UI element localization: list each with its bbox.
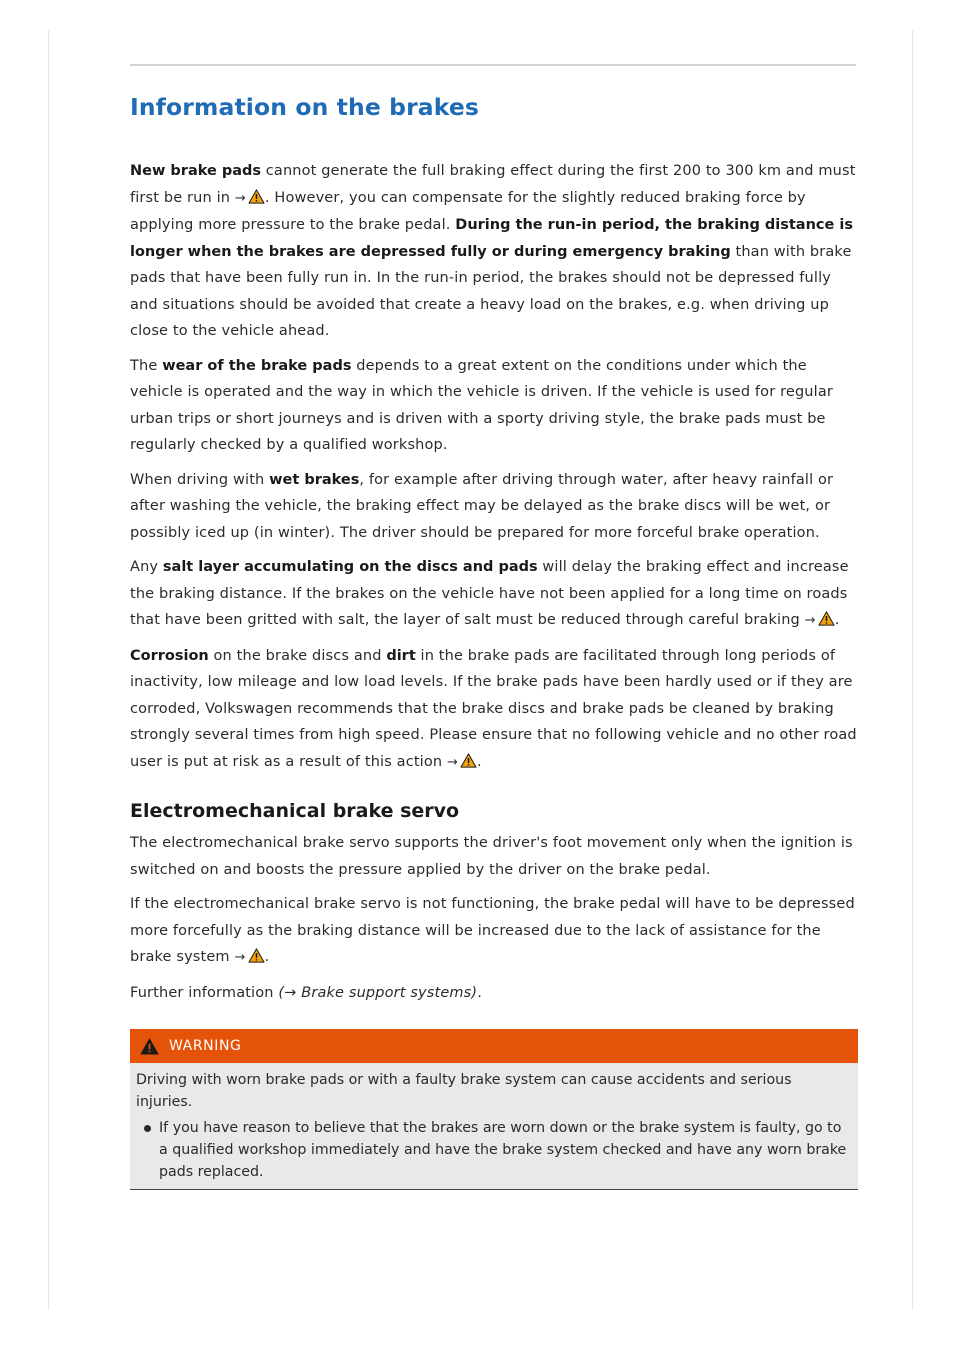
warning-triangle-icon xyxy=(460,753,477,768)
warning-reference-link[interactable] xyxy=(234,944,264,972)
warning-reference-link[interactable] xyxy=(235,185,265,213)
bold-term: During the run-in period, the braking distance is longer when the brakes are depressed fully or during emergency braking xyxy=(130,217,853,260)
right-margin-line xyxy=(912,30,913,1310)
bold-term: salt layer accumulating on the discs and pads xyxy=(162,559,538,575)
cross-reference-link[interactable]: (→ Brake support systems) xyxy=(278,984,478,1001)
warning-reference-link[interactable] xyxy=(805,607,835,635)
warning-label: WARNING xyxy=(169,1038,242,1054)
warning-box xyxy=(130,1029,858,1190)
top-rule xyxy=(130,64,856,66)
arrow-right-icon: → xyxy=(804,613,816,628)
paragraph-salt-layer: Any salt layer accumulating on the discs and pads will delay the braking effect and increase the braking distance. If the brakes on the vehicle have not been applied for a long time on roads that have been gritted with salt, the layer of salt must be reduced through careful braking → . xyxy=(130,554,858,635)
section-heading: Electromechanical brake servo xyxy=(130,800,460,822)
warning-list-item: If you have reason to believe that the brakes are worn down or the brake system is faulty, go to a qualified workshop immediately and have the brake system checked and have any worn brake pads replaced. xyxy=(136,1117,848,1183)
arrow-right-icon: → xyxy=(234,950,246,965)
bold-term: wet brakes xyxy=(269,471,360,488)
left-margin-line xyxy=(48,30,49,1310)
paragraph-new-brake-pads: New brake pads cannot generate the full braking effect during the first 200 to 300 km and must first be run in → . However, you can compensate for the slightly reduced braking force by applying more pressure to the brake pedal. During the run-in period, the braking distance is longer when the brakes are depressed fully or during emergency braking than with brake pads that have been fully run in. In the run-in period, the brakes should not be depressed fully and situations should be avoided that create a heavy load on the brakes, e.g. when driving up close to the vehicle ahead. xyxy=(130,163,856,339)
warning-triangle-icon xyxy=(818,611,835,626)
page-content xyxy=(130,88,858,1014)
bold-term: Corrosion xyxy=(130,647,209,664)
paragraph-further-info: Further information (→ Brake support systems). xyxy=(130,984,482,1001)
arrow-right-icon: → xyxy=(234,190,246,206)
paragraph-brake-pad-wear: The wear of the brake pads depends to a great extent on the conditions under which the vehicle is operated and the way in which the vehicle is driven. If the vehicle is used for regular urban trips or short journeys and is driven with a sporty driving style, the brake pads must be regularly checked by a qualified workshop. xyxy=(130,357,833,453)
warning-list xyxy=(136,1117,848,1183)
warning-triangle-icon xyxy=(248,189,265,204)
warning-body xyxy=(130,1063,858,1190)
paragraph-servo-failure: If the electromechanical brake servo is not functioning, the brake pedal will have to be depressed more forcefully as the braking distance will be increased due to the lack of assistance for the brake system → . xyxy=(130,891,858,972)
arrow-right-icon: → xyxy=(446,754,459,770)
warning-triangle-icon xyxy=(140,1038,159,1055)
warning-reference-link[interactable] xyxy=(447,749,477,777)
warning-triangle-icon xyxy=(248,948,265,963)
page-title: Information on the brakes xyxy=(130,93,479,121)
warning-text: Driving with worn brake pads or with a faulty brake system can cause accidents and serious injuries. xyxy=(136,1072,792,1110)
paragraph-servo-function: The electromechanical brake servo supports the driver's foot movement only when the ignition is switched on and boosts the pressure applied by the driver on the brake pedal. xyxy=(130,835,853,878)
bold-term: dirt xyxy=(386,647,416,664)
paragraph-corrosion: Corrosion on the brake discs and dirt in the brake pads are facilitated through long periods of inactivity, low mileage and low load levels. If the brake pads have been hardly used or if they are corroded, Volkswagen recommends that the brake discs and brake pads be cleaned by braking strongly several times from high speed. Please ensure that no following vehicle and no other road user is put at risk as a result of this action → . xyxy=(130,643,858,777)
bold-term: wear of the brake pads xyxy=(162,357,352,374)
paragraph-wet-brakes: When driving with wet brakes, for example after driving through water, after heavy rainfall or after washing the vehicle, the braking effect may be delayed as the brake discs will be wet, or possibly iced up (in winter). The driver should be prepared for more forceful brake operation. xyxy=(130,471,834,541)
warning-header xyxy=(130,1029,858,1063)
bold-term: New brake pads xyxy=(130,163,262,179)
